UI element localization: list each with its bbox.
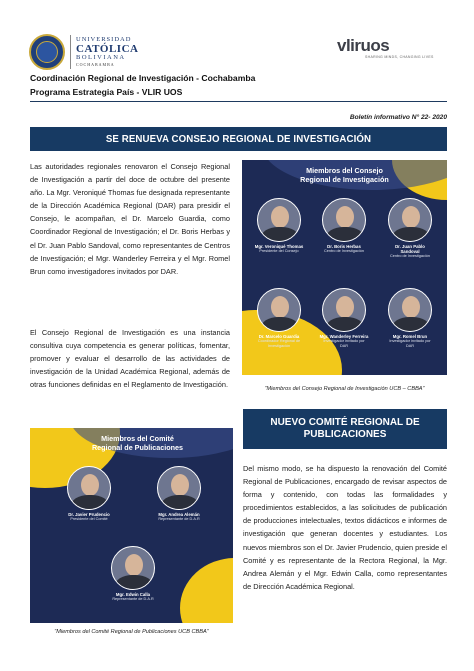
member-photo: [111, 546, 155, 590]
member-photo: [257, 288, 301, 332]
council-members-poster: [242, 160, 447, 375]
ucb-logo-line3: BOLIVIANA: [76, 53, 126, 61]
ucb-logo-line1: UNIVERSIDAD: [76, 36, 132, 43]
member-card: Dr. Marcelo Guardia Coordinador Regional de Investigación: [254, 288, 304, 348]
member-card: Dr. Boris Herbas Centro de Investigación: [319, 198, 369, 254]
bulletin-number: Boletín informativo N° 22- 2020: [349, 114, 447, 121]
vliruos-wordmark: vliruos: [337, 36, 390, 55]
member-card: Mgr. Edwin Calla Representante de D.A.R: [102, 546, 164, 602]
section1-title-banner: SE RENUEVA CONSEJO REGIONAL DE INVESTIGACIÓN: [30, 127, 447, 151]
member-card: Dr. Javier Prudencio Presidente del Comité: [58, 466, 120, 522]
committee-members-poster: [30, 428, 233, 623]
header-coordination: Coordinación Regional de Investigación - Cochabamba: [30, 73, 256, 83]
ucb-logo-line4: COCHABAMBA: [76, 62, 115, 67]
member-photo: [157, 466, 201, 510]
member-card: Mgr. Andrea Alemán Representante de D.A.R: [148, 466, 210, 522]
council-poster-title: Miembros del Consejo Regional de Investigación: [300, 166, 389, 185]
header-divider: [30, 101, 447, 102]
section2-title-banner: NUEVO COMITÉ REGIONAL DE PUBLICACIONES: [243, 409, 447, 449]
header-program: Programa Estrategia País - VLIR UOS: [30, 87, 183, 97]
member-photo: [67, 466, 111, 510]
ucb-logo: [29, 30, 159, 74]
council-poster-caption: “Miembros del Consejo Regional de Investigación UCB – CBBA”: [264, 386, 425, 392]
member-photo: [322, 288, 366, 332]
committee-poster-title: Miembros del Comité Regional de Publicaciones: [91, 434, 184, 453]
vliruos-tagline: SHARING MINDS, CHANGING LIVES: [365, 55, 434, 59]
member-card: Mgr. Wanderley Ferreira Investigador invitado por DAR: [319, 288, 369, 348]
member-photo: [322, 198, 366, 242]
committee-poster-caption: “Miembros del Comité Regional de Publicaciones UCB CBBA”: [54, 629, 209, 635]
member-card: Mgr. Veroniqué Thomas Presidente del Consejo: [254, 198, 304, 254]
section2-paragraph: Del mismo modo, se ha dispuesto la renovación del Comité Regional de Publicaciones, encargado de revisar aspectos de forma y contenido, con todas las formalidades y procedimientos establecidos, a las solicitudes de publicación de producciones intelectuales, textos didácticos e informes de investigación que generan docentes y estudiantes. Los nuevos miembros son el Dr. Javier Prudencio, quien preside el Comité y es representante de la Rectora Regional, la Mgr. Andrea Alemán y el Mgr. Edwin Calla, como representantes de Dirección Académica Regional.: [243, 464, 447, 591]
section1-paragraph1: Las autoridades regionales renovaron el Consejo Regional de Investigación a partir del doce de octubre del presente año. La Mgr. Veroniqué Thomas fue designada representante de la Dirección Académica Regional (DAR) para presidir el Consejo, le acompañan, el Dr. Marcelo Guardia, como Coordinador Regional de Investigación; el Dr. Boris Herbas y el Dr. Juan Pablo Sandoval, como representantes de Centros de Investigación; el Mgr. Wanderley Ferreira y el Mgr. Romel Brun como investigadores invitados por DAR.: [30, 162, 230, 276]
member-card: Mgr. Romel Brun Investigador invitado por DAR: [385, 288, 435, 348]
ucb-logo-line2: CATÓLICA: [76, 42, 139, 55]
member-photo: [388, 288, 432, 332]
vliruos-logo: [337, 37, 447, 65]
member-photo: [257, 198, 301, 242]
member-card: Dr. Juan Pablo Sandoval Centro de Investigación: [385, 198, 435, 259]
member-photo: [388, 198, 432, 242]
section1-paragraph2: El Consejo Regional de Investigación es una instancia consultiva cuya competencia es generar políticas, fomentar, promover y evaluar el desarrollo de las actividades de investigación de la Unidad Académica Regional, además de otras funciones definidas en el Reglamento de Investigación.: [30, 328, 230, 390]
university-seal-icon: [29, 34, 65, 70]
